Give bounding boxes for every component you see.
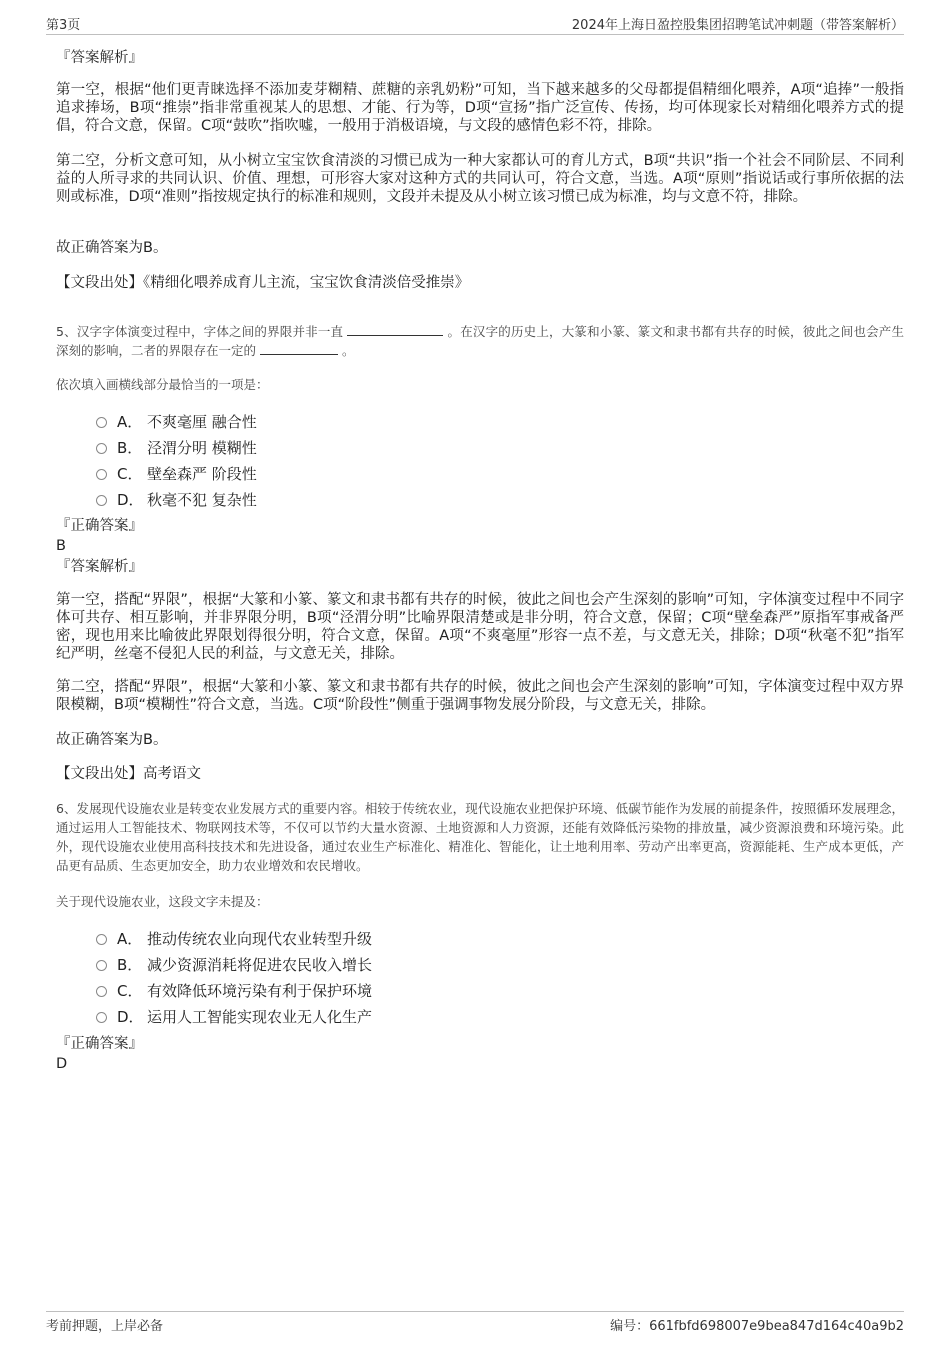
radio-icon[interactable] — [96, 1012, 107, 1023]
page-number: 第3页 — [46, 18, 81, 33]
option-d[interactable]: D． 秋毫不犯 复杂性 — [96, 490, 257, 510]
conclusion-text: 故正确答案为B。 — [56, 732, 168, 748]
page-header — [46, 14, 904, 35]
option-a[interactable]: A． 不爽毫厘 融合性 — [96, 412, 257, 432]
source-text: 【文段出处】《精细化喂养成育儿主流，宝宝饮食清淡倍受推崇》 — [56, 275, 470, 291]
analysis-heading: 『答案解析』 — [56, 559, 143, 575]
analysis-paragraph: 第一空，搭配“界限”，根据“大篆和小篆、篆文和隶书都有共存的时候，彼此之间也会产生深刻的影响”可知，字体演变过程中不同字体可共存、相互影响，并非界限分明，B项“泾渭分明”比喻界限清楚或是非分明，符合文意，保留；C项“壁垒森严”原指军事戒备严密，现也用来比喻彼此界限划得很分明，符合文意，保留。A项“不爽毫厘”形容一点不差，与文意无关，排除；D项“秋毫不犯”指军纪严明，丝毫不侵犯人民的利益，与文意无关，排除。 — [56, 592, 904, 662]
option-b[interactable]: B． 减少资源消耗将促进农民收入增长 — [96, 955, 372, 975]
option-a[interactable]: A． 推动传统农业向现代农业转型升级 — [96, 929, 372, 949]
option-c[interactable]: C． 有效降低环境污染有利于保护环境 — [96, 981, 372, 1001]
question-text: 5、汉字字体演变过程中，字体之间的界限并非一直 — [56, 324, 344, 339]
option-d[interactable]: D． 运用人工智能实现农业无人化生产 — [96, 1007, 372, 1027]
correct-answer-heading: 『正确答案』 — [56, 1036, 143, 1052]
question-text: 。 — [341, 343, 355, 358]
option-b[interactable]: B． 泾渭分明 模糊性 — [96, 438, 257, 458]
radio-icon[interactable] — [96, 960, 107, 971]
correct-answer: D — [56, 1056, 68, 1072]
fill-blank — [347, 323, 443, 336]
fill-blank — [260, 342, 338, 355]
question-text: 。在汉字的历史上，大篆和小篆、篆文和隶书都有共存的时候，彼此之间也会产生深刻的影响，二者的界限存在一定的 — [56, 324, 904, 358]
analysis-paragraph: 第二空，分析文意可知，从小树立宝宝饮食清淡的习惯已成为一种大家都认可的育儿方式，B项“共识”指一个社会不同阶层、不同利益的人所寻求的共同认识、价值、理想，可形容大家对这种方式的共同认可，符合文意，当选。A项“原则”指说话或行事所依据的法则或标准，D项“准则”指按规定执行的标准和规则，文段并未提及从小树立该习惯已成为标准，均与文意不符，排除。 — [56, 153, 904, 205]
analysis-paragraph: 第一空，根据“他们更青睐选择不添加麦芽糊精、蔗糖的亲乳奶粉”可知，当下越来越多的父母都提倡精细化喂养，A项“追捧”一般指追求捧场，B项“推崇”指非常重视某人的思想、才能、行为等，D项“宣扬”指广泛宣传、传扬，均可体现家长对精细化喂养方式的提倡，符合文意，保留。C项“鼓吹”指吹嘘，一般用于消极语境，与文段的感情色彩不符，排除。 — [56, 82, 904, 134]
radio-icon[interactable] — [96, 495, 107, 506]
question-prompt: 关于现代设施农业，这段文字未提及： — [56, 894, 269, 909]
radio-icon[interactable] — [96, 469, 107, 480]
analysis-heading: 『答案解析』 — [56, 50, 143, 66]
conclusion-text: 故正确答案为B。 — [56, 240, 168, 256]
radio-icon[interactable] — [96, 417, 107, 428]
option-c[interactable]: C． 壁垒森严 阶段性 — [96, 464, 257, 484]
question-prompt: 依次填入画横线部分最恰当的一项是： — [56, 377, 269, 392]
radio-icon[interactable] — [96, 443, 107, 454]
radio-icon[interactable] — [96, 934, 107, 945]
footer-note: 考前押题，上岸必备 — [46, 1319, 164, 1334]
radio-icon[interactable] — [96, 986, 107, 997]
page-footer — [46, 1311, 904, 1337]
question-5-stem — [56, 322, 904, 360]
document-title: 2024年上海日盈控股集团招聘笔试冲刺题（带答案解析） — [571, 18, 904, 33]
analysis-paragraph: 第二空，搭配“界限”，根据“大篆和小篆、篆文和隶书都有共存的时候，彼此之间也会产生深刻的影响”可知，字体演变过程中双方界限模糊，B项“模糊性”符合文意，当选。C项“阶段性”侧重于强调事物发展分阶段，与文意无关，排除。 — [56, 679, 904, 713]
correct-answer-heading: 『正确答案』 — [56, 518, 143, 534]
source-text: 【文段出处】高考语文 — [56, 766, 201, 782]
document-code: 编号：661fbfd698007e9bea847d164c40a9b2 — [610, 1319, 904, 1334]
question-6-stem: 6、发展现代设施农业是转变农业发展方式的重要内容。相较于传统农业，现代设施农业把保护环境、低碳节能作为发展的前提条件，按照循环发展理念，通过运用人工智能技术、物联网技术等，不仅可以节约大量水资源、土地资源和人力资源，还能有效降低污染物的排放量，减少资源浪费和环境污染。此外，现代设施农业使用高科技技术和先进设备，通过农业生产标准化、精准化、智能化，让土地利用率、劳动产出率更高，资源能耗、生产成本更低，产品更有品质、生态更加安全，助力农业增效和农民增收。 — [56, 801, 904, 873]
correct-answer: B — [56, 538, 66, 554]
